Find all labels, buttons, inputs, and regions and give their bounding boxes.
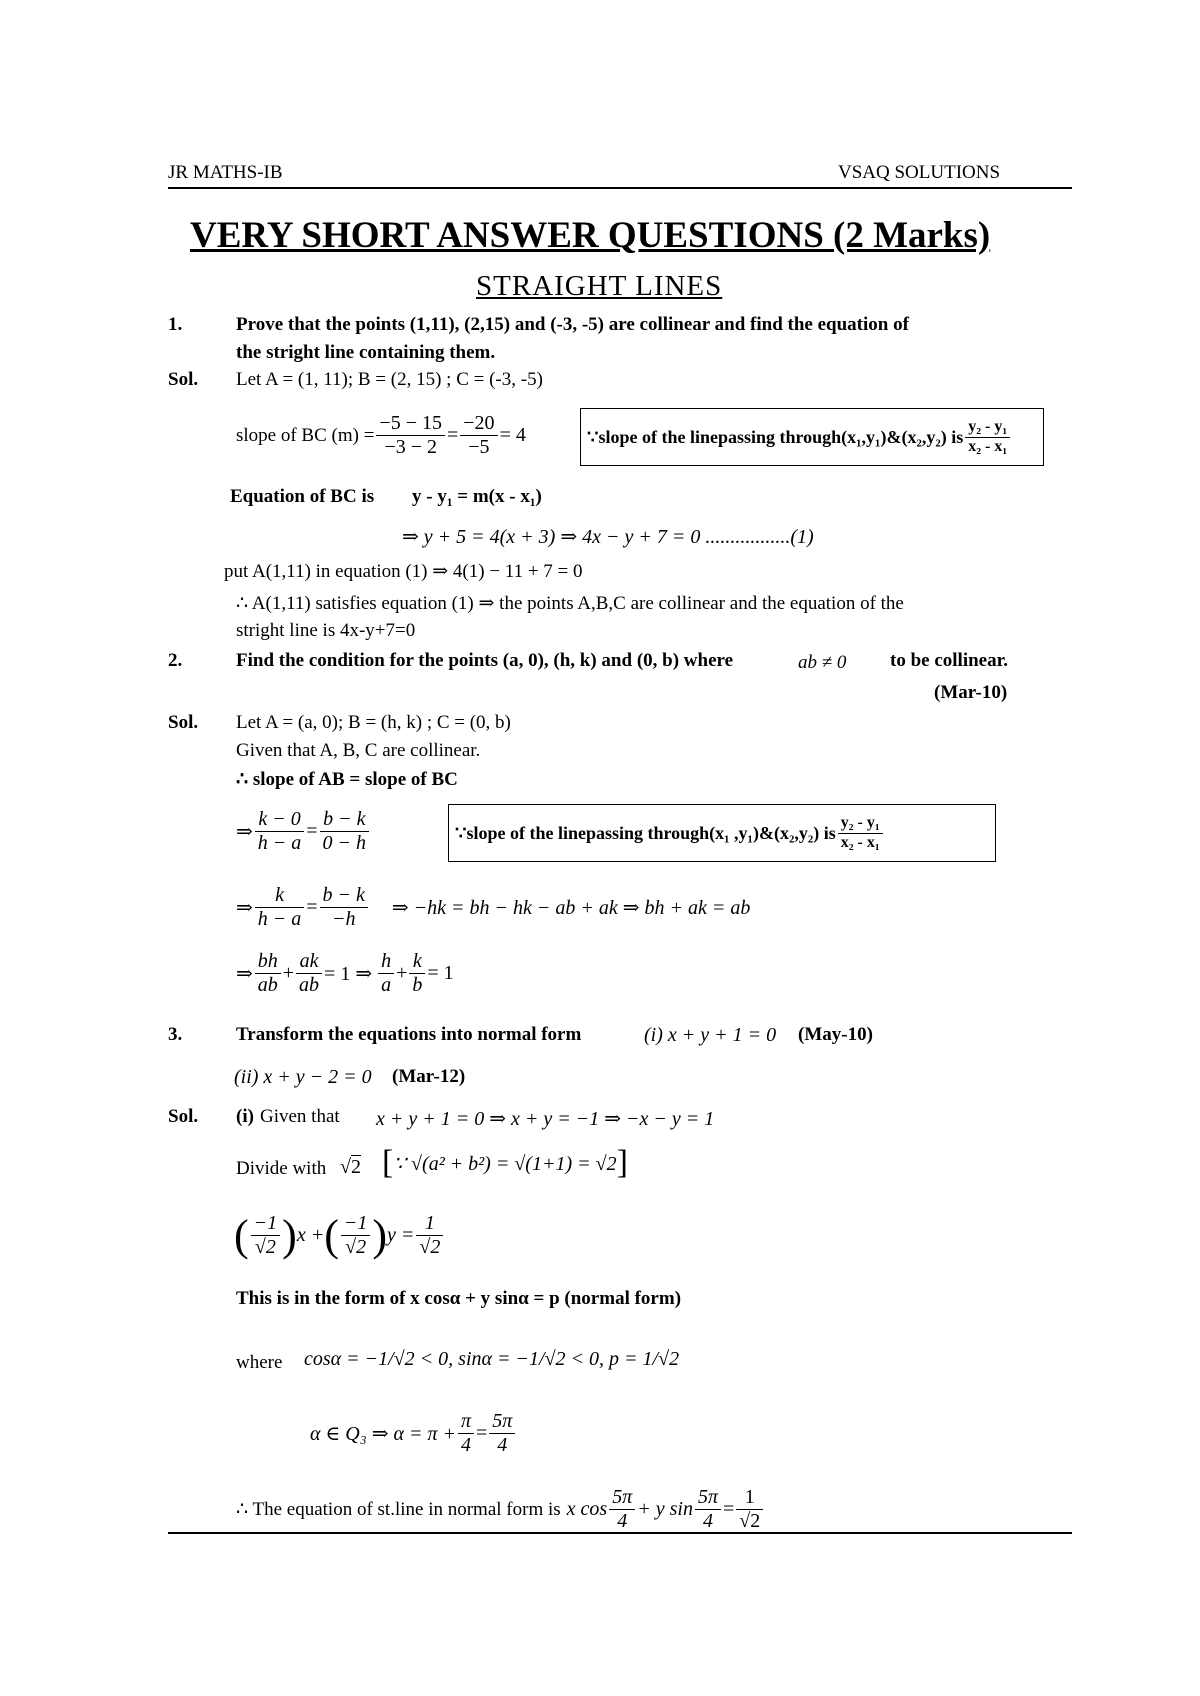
q3-part-i: (i) x + y + 1 = 0	[644, 1024, 777, 1046]
header-left: JR MATHS-IB	[168, 162, 283, 183]
q1-text-line1: Prove that the points (1,11), (2,15) and (-3, -5) are collinear and find the equation of	[236, 314, 909, 335]
q2-sol-line3: ∴ slope of AB = slope of BC	[236, 769, 458, 790]
q1-eq-label: Equation of BC is	[230, 486, 375, 507]
q2-condition: ab ≠ 0	[798, 652, 847, 673]
q2-number: 2.	[168, 650, 183, 671]
q2-date: (Mar-10)	[934, 682, 1008, 703]
q3-sol-i: (i)	[236, 1106, 254, 1127]
q1-sol-label: Sol.	[168, 369, 199, 390]
q1-eq-form: y - y₁ = m(x - x₁)	[412, 486, 542, 507]
q2-step1: ⇒ $\frac{k - 0}{h - a}$ = $\frac{b - k}{0 - h}$	[236, 808, 371, 855]
q3-date-i: (May-10)	[798, 1024, 873, 1045]
q3-sol-label: Sol.	[168, 1106, 199, 1127]
page-title: VERY SHORT ANSWER QUESTIONS (2 Marks)	[190, 215, 991, 256]
footer-rule	[168, 1532, 1072, 1534]
q3-final-line: ∴ The equation of st.line in normal form is x cos $\frac{5\pi}{4}$ + y sin $\frac{5\pi}{4}$ = $\frac{1}{√2}$	[236, 1486, 765, 1533]
q3-number: 3.	[168, 1024, 183, 1045]
q2-sol-line1: Let A = (a, 0); B = (h, k) ; C = (0, b)	[236, 712, 511, 733]
header-right: VSAQ SOLUTIONS	[838, 162, 1001, 183]
q1-slope-formula-box	[580, 408, 1044, 466]
section-title: STRAIGHT LINES	[476, 270, 723, 302]
q1-sol-line1: Let A = (1, 11); B = (2, 15) ; C = (-3, -5)	[236, 369, 543, 390]
header-rule	[168, 187, 1072, 189]
q1-concl-line2: stright line is 4x-y+7=0	[236, 620, 416, 641]
q1-text-line2: the stright line containing them.	[236, 342, 496, 363]
q1-slope-calc: slope of BC (m) = $\frac{-5 - 15}{-3 - 2}$ = $\frac{-20}{-5}$ = 4	[236, 412, 526, 458]
slope-result: = 4	[499, 424, 526, 446]
q2-sol-line2: Given that A, B, C are collinear.	[236, 740, 481, 761]
q2-step2: ⇒ $\frac{k}{h - a}$ = $\frac{b - k}{-h}$ ⇒ −hk = bh − hk − ab + ak ⇒ bh + ak = ab	[236, 884, 751, 930]
q2-text-end: to be collinear.	[890, 650, 1009, 671]
q3-date-ii: (Mar-12)	[392, 1066, 466, 1087]
slope-frac2: $\frac{-20}{-5}$	[460, 412, 497, 459]
slope-frac1: $\frac{-5 - 15}{-3 - 2}$	[376, 412, 445, 459]
box-frac: $\frac{\text{y₂ - y₁}}{\text{x₂ - x₁}}$	[965, 418, 1010, 456]
q2-text: Find the condition for the points (a, 0), (h, k) and (0, b) where	[236, 650, 734, 671]
q3-divide: Divide with	[236, 1158, 327, 1179]
q1-concl-line1: ∴ A(1,11) satisfies equation (1) ⇒ the points A,B,C are collinear and the equation of the	[236, 593, 904, 614]
q2-sol-label: Sol.	[168, 712, 199, 733]
q1-put-line: put A(1,11) in equation (1) ⇒ 4(1) − 11 + 7 = 0	[224, 561, 583, 582]
q3-root2: √2	[340, 1156, 361, 1178]
q3-form-line: This is in the form of x cosα + y sinα = p (normal form)	[236, 1288, 682, 1309]
box-text: ∵slope of the linepassing through(x₁ ,y₁)&(x₂,y₂) is	[455, 822, 836, 843]
q3-where: where	[236, 1352, 283, 1373]
q1-eq-derive: ⇒ y + 5 = 4(x + 3) ⇒ 4x − y + 7 = 0 .................(1)	[402, 526, 814, 548]
q3-part-ii: (ii) x + y − 2 = 0	[234, 1066, 372, 1088]
q3-normal-eq: ( $\frac{-1}{√2}$ ) x + ( $\frac{-1}{√2}$ ) y = $\frac{1}{√2}$	[234, 1212, 445, 1259]
q3-where-eq: cosα = −1/√2 < 0, sinα = −1/√2 < 0, p = 1/√2	[304, 1348, 680, 1370]
slope-label: slope of BC (m) =	[236, 424, 375, 446]
box-frac: $\frac{\text{y₂ - y₁}}{\text{x₂ - x₁}}$	[838, 814, 883, 852]
q3-bracket: [ ∵ √(a² + b²) = √(1+1) = √2 ]	[382, 1144, 628, 1181]
q3-given-eq: x + y + 1 = 0 ⇒ x + y = −1 ⇒ −x − y = 1	[376, 1108, 715, 1130]
q3-text: Transform the equations into normal form	[236, 1024, 582, 1045]
q2-slope-formula-box	[448, 804, 996, 862]
q3-given: Given that	[260, 1106, 340, 1127]
q3-alpha-line: α ∈ Q₃ ⇒ α = π + $\frac{\pi}{4}$ = $\frac{5\pi}{4}$	[310, 1410, 517, 1457]
q1-number: 1.	[168, 314, 183, 335]
q2-step3: ⇒ $\frac{bh}{ab}$ + $\frac{ak}{ab}$ = 1 ⇒ $\frac{h}{a}$ + $\frac{k}{b}$ = 1	[236, 950, 454, 996]
box-text: ∵slope of the linepassing through(x₁,y₁)&(x₂,y₂) is	[587, 426, 964, 447]
